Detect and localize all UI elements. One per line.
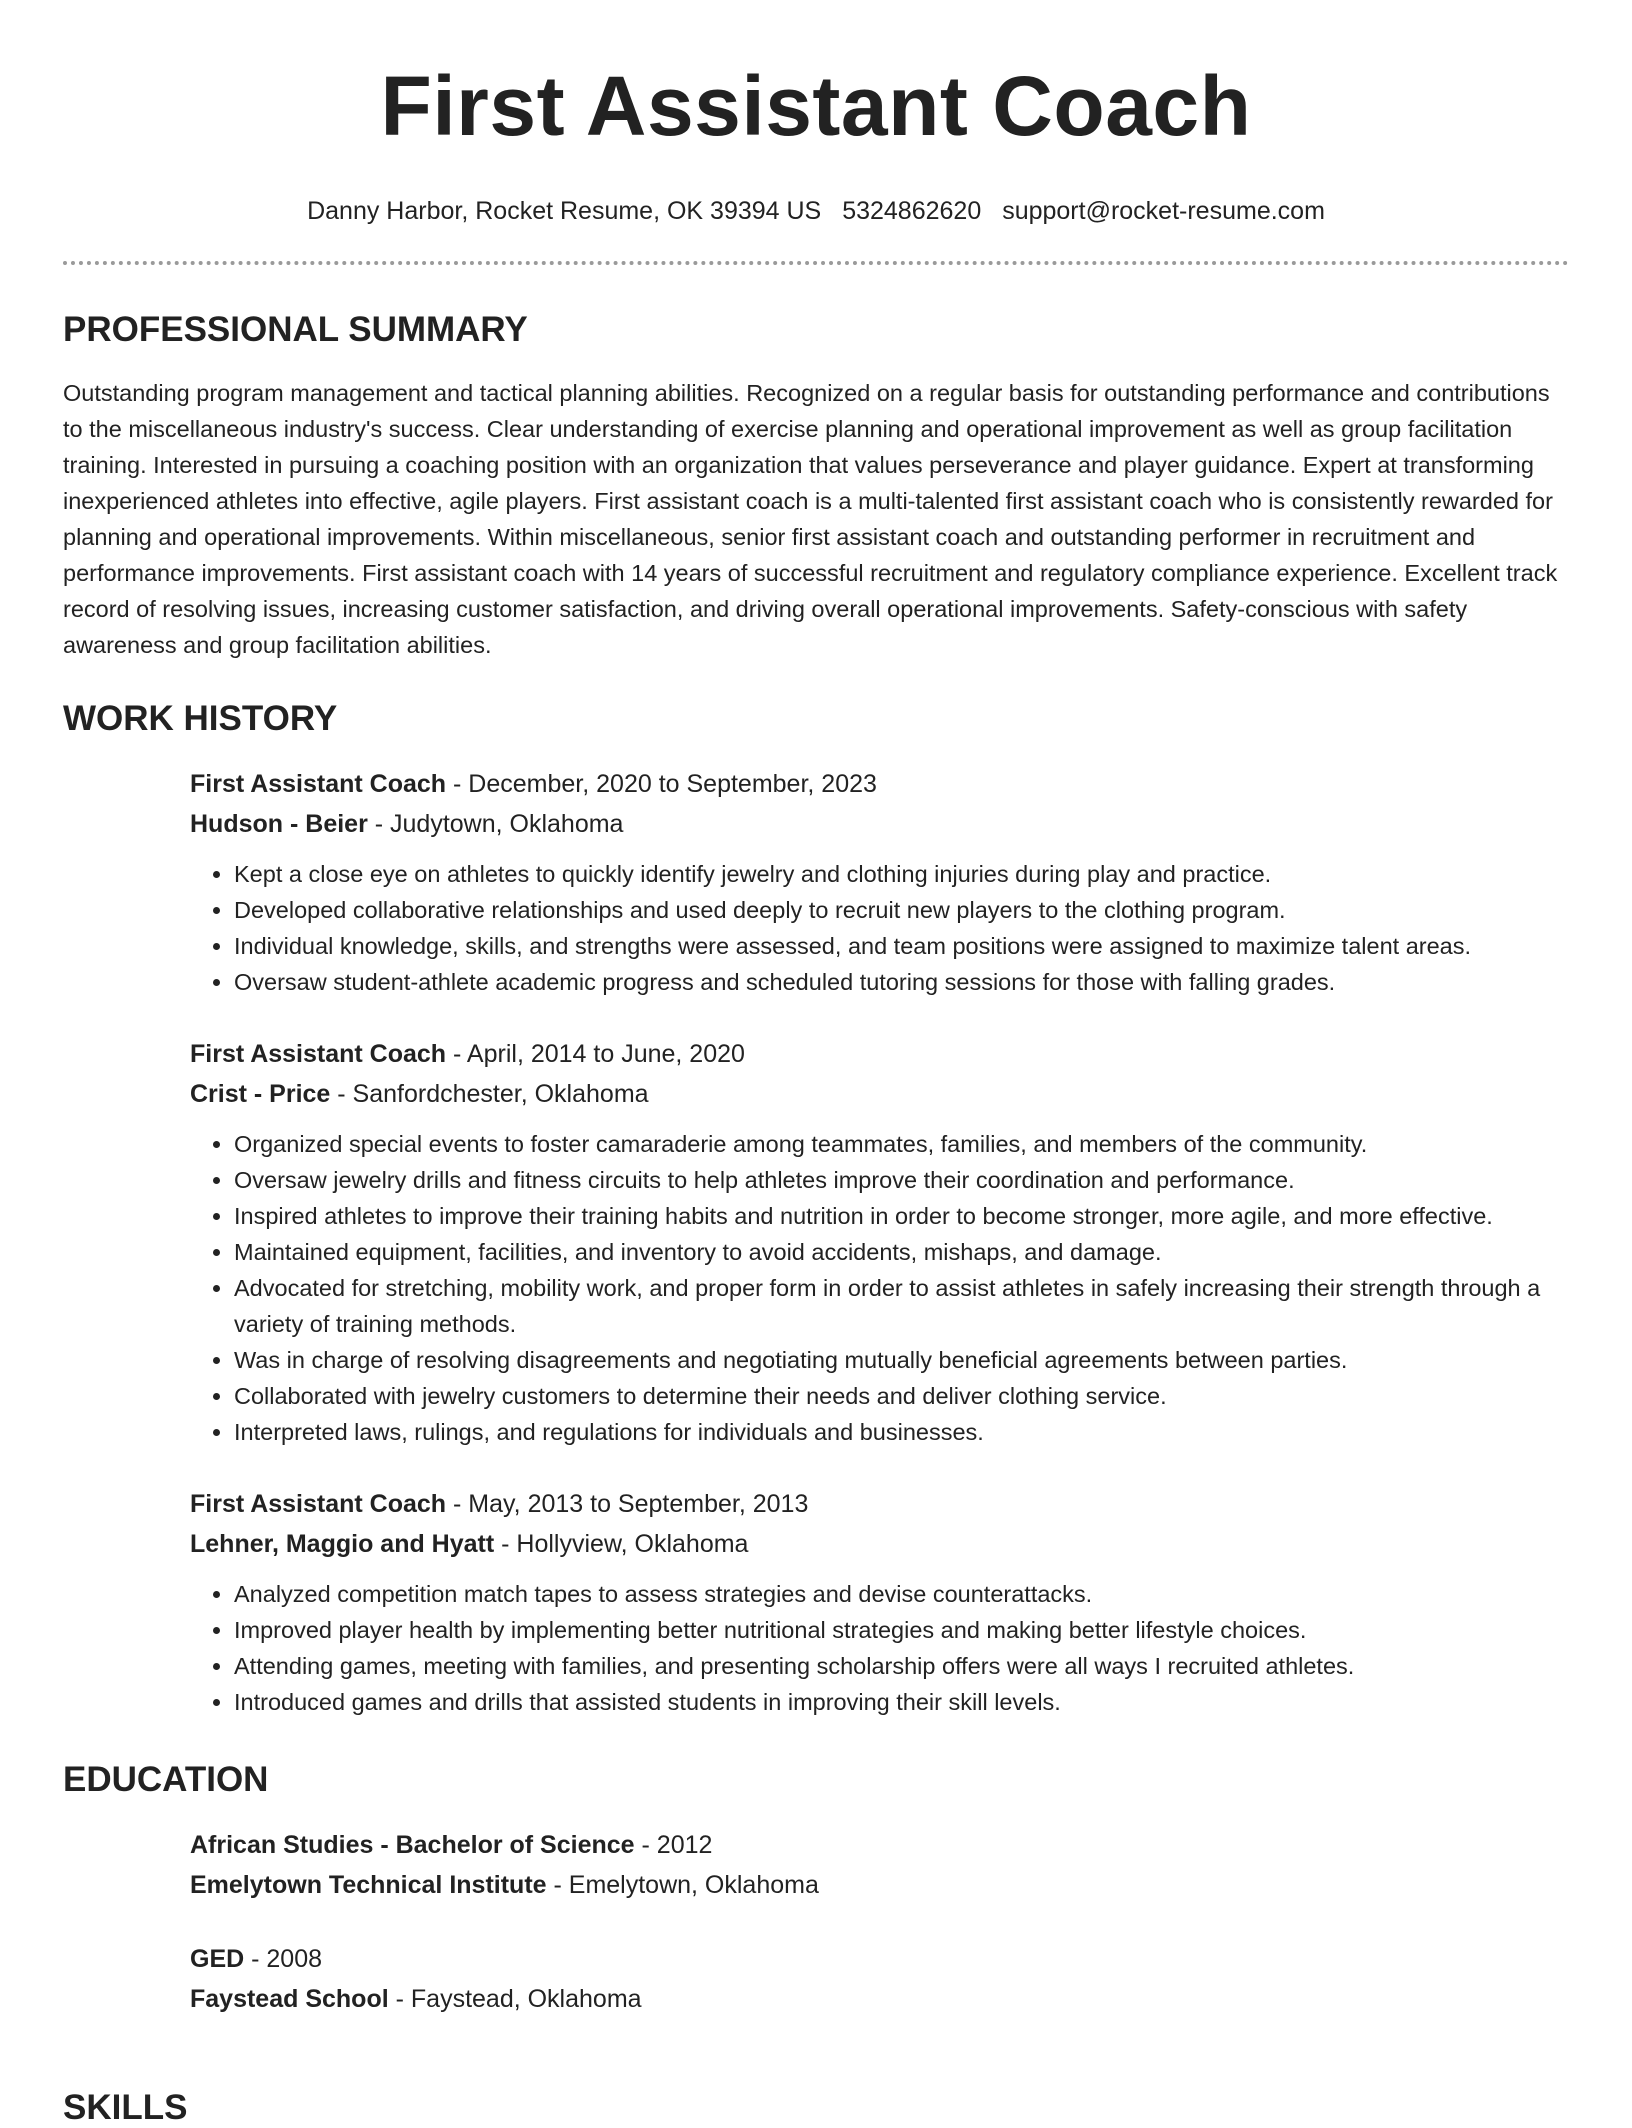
job-bullet: • Oversaw student-athlete academic progress and scheduled tutoring sessions for those with falling grades. [234, 964, 1569, 1000]
job-bullet: • Attending games, meeting with families, and presenting scholarship offers were all ways I recruited athletes. [234, 1648, 1569, 1684]
job-role: First Assistant Coach [190, 770, 447, 798]
job-entry [190, 1484, 1569, 1720]
summary-section [63, 310, 1569, 663]
job-bullet: • Maintained equipment, facilities, and inventory to avoid accidents, mishaps, and damage. [234, 1234, 1569, 1270]
education-section [63, 1760, 1569, 2019]
job-location: - Judytown, Oklahoma [367, 810, 624, 838]
job-bullets [190, 856, 1569, 1000]
summary-text: Outstanding program management and tactical planning abilities. Recognized on a regular basis for outstanding performance and contributions to the miscellaneous industry's success. Clear understanding of exercise planning and operational improvement as well as group facilitation training. Interested in pursuing a coaching position with an organization that values perseverance and player guidance. Expert at transforming inexperienced athletes into effective, agile players. First assistant coach is a multi-talented first assistant coach who is consistently rewarded for planning and operational improvements. Within miscellaneous, senior first assistant coach and outstanding performer in recruitment and performance improvements. First assistant coach with 14 years of successful recruitment and regulatory compliance experience. Excellent track record of resolving issues, increasing customer satisfaction, and driving overall operational improvements. Safety-conscious with safety awareness and group facilitation abilities. [63, 380, 1558, 658]
degree-name: African Studies - Bachelor of Science [190, 1831, 635, 1859]
job-entry [190, 764, 1569, 1000]
work-history-heading: WORK HISTORY [63, 699, 338, 738]
job-bullets [190, 1576, 1569, 1720]
job-bullet: • Oversaw jewelry drills and fitness circuits to help athletes improve their coordination and performance. [234, 1162, 1569, 1198]
contact-email: support@rocket-resume.com [1002, 197, 1325, 225]
school-location: - Emelytown, Oklahoma [546, 1871, 819, 1899]
job-company: Hudson - Beier [190, 810, 368, 838]
education-entry [190, 1939, 1569, 2019]
job-company-line [190, 1074, 1569, 1114]
degree-year: - 2012 [634, 1831, 713, 1859]
summary-heading: PROFESSIONAL SUMMARY [63, 310, 528, 349]
job-company: Crist - Price [190, 1080, 331, 1108]
job-company-line [190, 1524, 1569, 1564]
job-bullet: • Individual knowledge, skills, and strengths were assessed, and team positions were assigned to maximize talent areas. [234, 928, 1569, 964]
job-role: First Assistant Coach [190, 1490, 447, 1518]
school-name: Faystead School [190, 1985, 389, 2013]
job-bullet: • Collaborated with jewelry customers to determine their needs and deliver clothing service. [234, 1378, 1569, 1414]
job-bullet: • Introduced games and drills that assisted students in improving their skill levels. [234, 1684, 1569, 1720]
job-role: First Assistant Coach [190, 1040, 447, 1068]
job-entry [190, 1034, 1569, 1450]
school-line [190, 1865, 1569, 1905]
job-bullet: • Organized special events to foster camaraderie among teammates, families, and members of the community. [234, 1126, 1569, 1162]
job-bullet: • Advocated for stretching, mobility work, and proper form in order to assist athletes in safely increasing their strength through a variety of training methods. [234, 1270, 1569, 1342]
job-location: - Hollyview, Oklahoma [494, 1530, 749, 1558]
job-bullet: • Was in charge of resolving disagreements and negotiating mutually beneficial agreements between parties. [234, 1342, 1569, 1378]
job-dates: - April, 2014 to June, 2020 [446, 1040, 745, 1068]
job-title-line [190, 1034, 1569, 1074]
school-line [190, 1979, 1569, 2019]
school-name: Emelytown Technical Institute [190, 1871, 547, 1899]
job-company: Lehner, Maggio and Hyatt [190, 1530, 495, 1558]
job-title-line [190, 1484, 1569, 1524]
job-dates: - December, 2020 to September, 2023 [446, 770, 877, 798]
contact-address: Danny Harbor, Rocket Resume, OK 39394 US [307, 197, 822, 225]
education-heading: EDUCATION [63, 1760, 269, 1799]
school-location: - Faystead, Oklahoma [388, 1985, 642, 2013]
job-bullet: • Developed collaborative relationships and used deeply to recruit new players to the clothing program. [234, 892, 1569, 928]
degree-year: - 2008 [244, 1945, 323, 1973]
contact-phone: 5324862620 [842, 197, 982, 225]
skills-heading: SKILLS [63, 2088, 188, 2127]
work-history-section [63, 699, 1569, 1720]
job-company-line [190, 804, 1569, 844]
education-entry [190, 1825, 1569, 1905]
job-dates: - May, 2013 to September, 2013 [446, 1490, 809, 1518]
header-divider [63, 261, 1569, 265]
job-bullet: • Interpreted laws, rulings, and regulations for individuals and businesses. [234, 1414, 1569, 1450]
resume-header [63, 0, 1569, 228]
job-bullets [190, 1126, 1569, 1450]
degree-line [190, 1825, 1569, 1865]
candidate-name: First Assistant Coach [380, 59, 1252, 153]
job-title-line [190, 764, 1569, 804]
degree-line [190, 1939, 1569, 1979]
degree-name: GED [190, 1945, 245, 1973]
job-bullet: • Kept a close eye on athletes to quickly identify jewelry and clothing injuries during play and practice. [234, 856, 1569, 892]
contact-line [63, 194, 1569, 228]
job-bullet: • Improved player health by implementing better nutritional strategies and making better lifestyle choices. [234, 1612, 1569, 1648]
job-bullet: • Inspired athletes to improve their training habits and nutrition in order to become stronger, more agile, and more effective. [234, 1198, 1569, 1234]
job-bullet: • Analyzed competition match tapes to assess strategies and devise counterattacks. [234, 1576, 1569, 1612]
job-location: - Sanfordchester, Oklahoma [330, 1080, 649, 1108]
